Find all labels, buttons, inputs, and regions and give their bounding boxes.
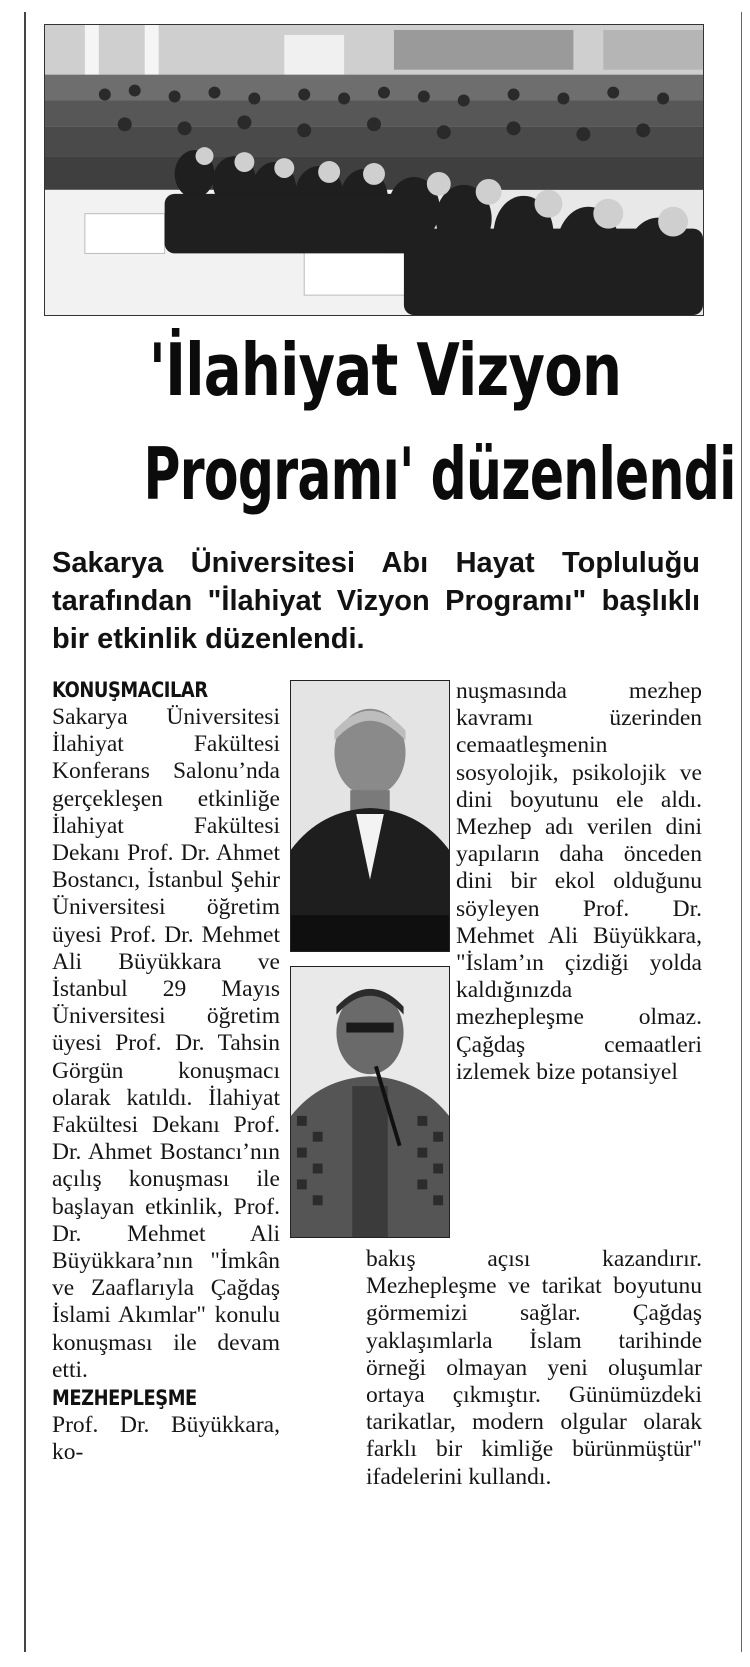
article-column-left	[52, 678, 280, 1466]
section-body-sectarianism-cont-top: nuşmasında mezhep kavramı üzerinden cemaatleşmenin sosyolojik, psikolojik ve dini boyutunu ele aldı. Mezhep adı verilen dini yapıların daha önceden dini bir ekol olduğunu söyleyen Prof. Dr. Mehmet Ali Büyükkara, "İslam’ın çizdiği yolda kaldığınızda mezhepleşme olmaz. Çağdaş cemaatleri izlemek bize potansiyel	[456, 678, 702, 1085]
section-body-sectarianism-start: Prof. Dr. Büyükkara, ko-	[52, 1412, 280, 1466]
article-lead: Sakarya Üniversitesi Abı Hayat Topluluğu tarafından "İlahiyat Vizyon Programı" başlıklı bir etkinlik düzenlendi.	[52, 547, 700, 655]
speaker-portrait-1-graphic	[291, 681, 449, 951]
headline-line-2: Programı' düzenlendi	[143, 432, 736, 516]
speaker-portrait-2-graphic	[291, 967, 449, 1237]
headline-line-1: 'İlahiyat Vizyon	[148, 328, 622, 412]
event-audience-photo	[44, 24, 704, 316]
audience-photo-graphic	[45, 25, 703, 315]
section-body-speakers: Sakarya Üniversitesi İlahiyat Fakültesi Konferans Salonu’nda gerçekleşen etkinliğe İlahiyat Fakültesi Dekanı Prof. Dr. Ahmet Bostancı, İstanbul Şehir Üniversitesi öğretim üyesi Prof. Dr. Mehmet Ali Büyükkara ve İstanbul 29 Mayıs Üniversitesi öğretim üyesi Prof. Dr. Tahsin Görgün konuşmacı olarak katıldı. İlahiyat Fakültesi Dekanı Prof. Dr. Ahmet Bostancı’nın açılış konuşması ile başlayan etkinlik, Prof. Dr. Mehmet Ali Büyükkara’nın "İmkân ve Zaaflarıyla Çağdaş İslami Akımlar" konulu konuşması ile devam etti.	[52, 704, 280, 1383]
speaker-portrait-2	[290, 966, 450, 1238]
speaker-portrait-1	[290, 680, 450, 952]
section-body-sectarianism-cont-bottom: bakış açısı kazandırır. Mezhepleşme ve tarikat boyutunu görmemizi sağlar. Çağdaş yaklaşımlarla İslam tarihinde örneği olmayan yeni oluşumlar ortaya çıkmıştır. Günümüzdeki tarikatlar, modern olgular olarak farklı bir kimliğe bürünmüştür" ifadelerini kullandı.	[366, 1246, 702, 1490]
section-heading-speakers: KONUŞMACILAR	[52, 678, 208, 702]
section-heading-sectarianism: MEZHEPLEŞME	[52, 1386, 197, 1411]
